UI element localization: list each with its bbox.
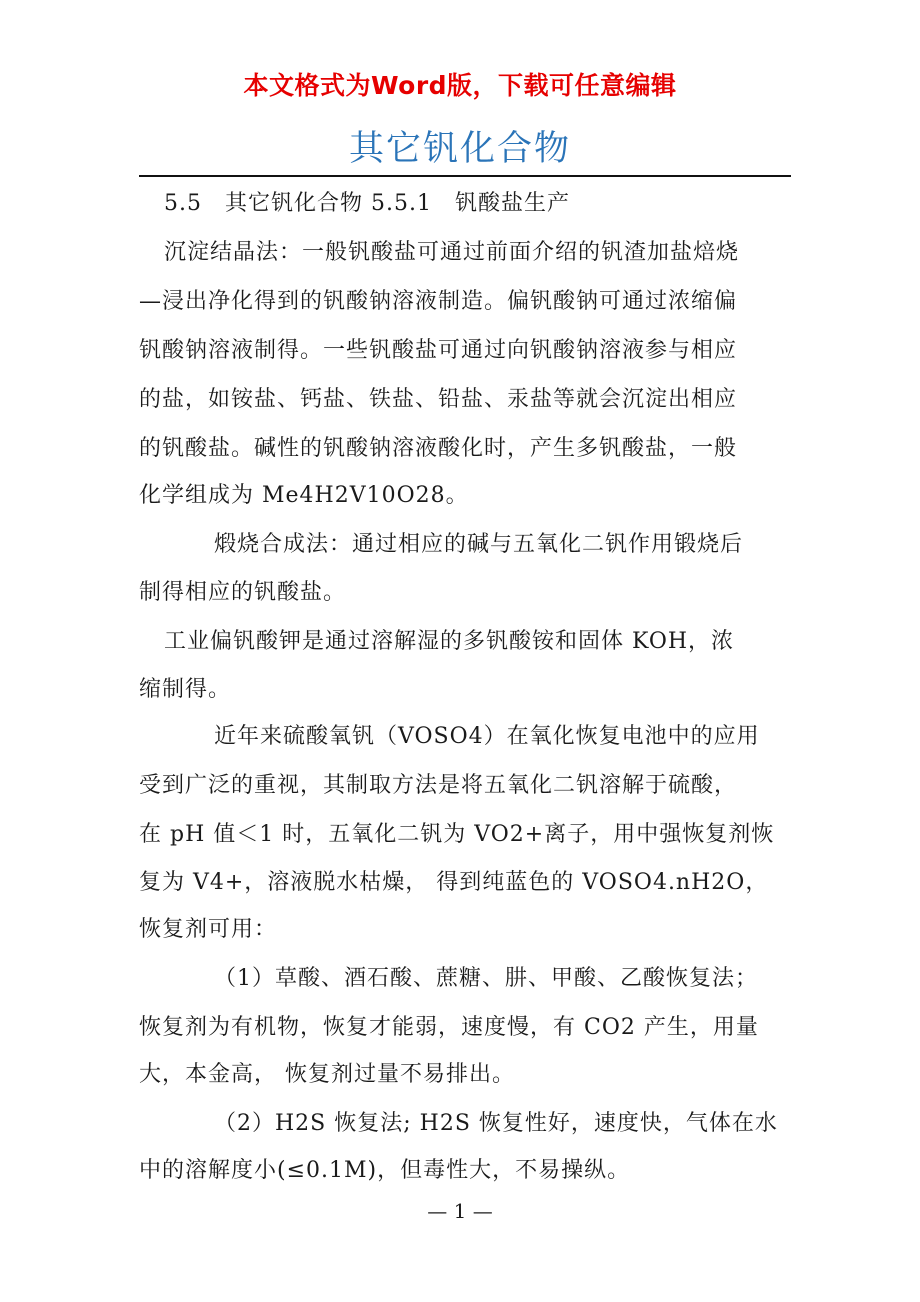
text-line: 制得相应的钒酸盐。	[139, 580, 347, 605]
text-line: 沉淀结晶法：一般钒酸盐可通过前面介绍的钒渣加盐焙烧	[164, 240, 740, 265]
text-line: —浸出净化得到的钒酸钠溶液制造。偏钒酸钠可通过浓缩偏	[139, 289, 738, 314]
text-line: 化学组成为 Me4H2V10O28。	[139, 483, 469, 508]
text-line: 复为 V4+，溶液脱水枯燥， 得到纯蓝色的 VOSO4.nH2O，	[139, 870, 769, 895]
text-line: 缩制得。	[139, 677, 232, 702]
text-line: 恢复剂为有机物，恢复才能弱，速度慢，有 CO2 产生，用量	[139, 1015, 759, 1040]
text-line: （1）草酸、酒石酸、蔗糖、肼、甲酸、乙酸恢复法；	[214, 966, 758, 991]
text-line: 钒酸钠溶液制得。一些钒酸盐可通过向钒酸钠溶液参与相应	[139, 338, 738, 363]
title-divider	[139, 175, 791, 177]
text-line: 在 pH 值＜1 时，五氧化二钒为 VO2+离子，用中强恢复剂恢	[139, 822, 775, 847]
text-line: 近年来硫酸氧钒（VOSO4）在氧化恢复电池中的应用	[214, 724, 760, 749]
text-line: 大，本金高， 恢复剂过量不易排出。	[139, 1062, 515, 1087]
text-line: 中的溶解度小(≤0.1M)，但毒性大，不易操纵。	[139, 1158, 631, 1183]
page-number: — 1 —	[427, 1199, 493, 1223]
text-line: 受到广泛的重视，其制取方法是将五氧化二钒溶解于硫酸，	[139, 773, 738, 798]
text-line: 工业偏钒酸钾是通过溶解湿的多钒酸铵和固体 KOH，浓	[164, 629, 735, 654]
text-line: 的钒酸盐。碱性的钒酸钠溶液酸化时，产生多钒酸盐，一般	[139, 436, 738, 461]
format-banner: 本文格式为Word版，下载可任意编辑	[243, 71, 677, 100]
section-heading: 5.5 其它钒化合物 5.5.1 钒酸盐生产	[164, 191, 570, 216]
text-line: 恢复剂可用：	[139, 917, 278, 942]
text-line: 的盐，如铵盐、钙盐、铁盐、铅盐、汞盐等就会沉淀出相应	[139, 387, 738, 412]
text-line: 煅烧合成法：通过相应的碱与五氧化二钒作用锻烧后	[214, 532, 744, 557]
document-title: 其它钒化合物	[348, 129, 571, 169]
text-line: （2）H2S 恢复法; H2S 恢复性好，速度快，气体在水	[214, 1111, 778, 1136]
